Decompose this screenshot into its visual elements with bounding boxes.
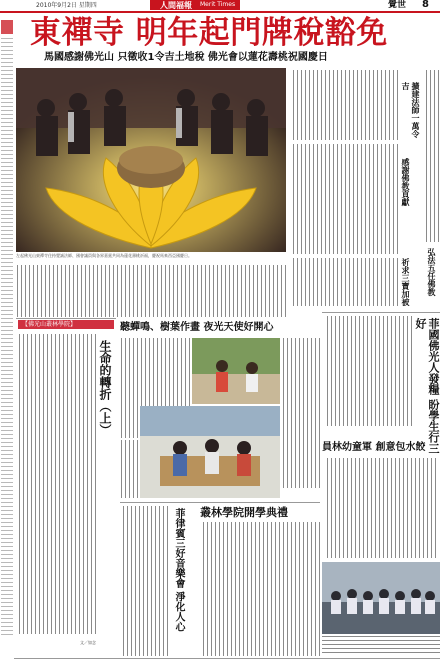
masthead-date: 2010年9月2日 星期四 — [36, 2, 97, 9]
cicada-photo-2 — [140, 406, 280, 498]
sidebar-byline: 文／如念 — [80, 640, 96, 645]
lead-photo — [16, 68, 286, 252]
college-photo-image — [322, 562, 440, 634]
cicada-headline: 聽蟬鳴、樹葉作畫 夜光天使好開心 — [120, 322, 274, 333]
yuanlin-body — [324, 458, 436, 558]
masthead-rule — [0, 11, 440, 13]
college-headline: 叢林學院開學典禮 — [200, 506, 288, 519]
lead-side-head-3: 祈求三寶加被 — [401, 258, 410, 306]
sidebar-body — [18, 334, 96, 634]
masthead-logo-cn: 人間福報 — [160, 0, 192, 10]
cicada-body-2 — [282, 338, 320, 488]
lead-body-text-2 — [290, 144, 398, 254]
masthead-logo-en: Merit Times — [200, 1, 236, 8]
sidebar-label: 【佛光山叢林學院】 — [18, 320, 114, 329]
page-number: 8 — [422, 0, 429, 10]
lead-headline: 東禪寺 明年起門牌稅豁免 — [30, 15, 388, 51]
lead-body-columns — [288, 68, 420, 308]
lower-mid-rule — [120, 502, 320, 503]
far-right-column — [422, 68, 440, 308]
lead-body-text-3 — [290, 258, 398, 306]
sidebar-title: 生命的轉折（上） — [98, 340, 112, 436]
lead-caption: 左起佛光山東禪寺住持覺誠法師、國會議員與各界嘉賓共同為蓮花壽桃祈福，慶祝馬來西亞國慶日。 — [16, 253, 192, 258]
far-right-text — [423, 70, 439, 242]
yuanlin-headline: 員林幼童軍 創意包水餃 — [322, 442, 426, 453]
lead-body-text-1 — [290, 70, 398, 140]
cicada-body-3 — [120, 440, 138, 498]
college-photo — [322, 562, 440, 634]
right-mid-rule — [322, 312, 440, 313]
philippine-sub-body — [120, 506, 168, 656]
cicada-photo-2-image — [140, 406, 280, 498]
page-bottom-rule — [14, 658, 440, 659]
lead-side-head-2: 感謝佛教貢獻 — [401, 158, 410, 206]
philippine-headline: 菲國佛光人發糧 盼學生行三好 — [414, 318, 440, 454]
masthead-section: 覺世 — [388, 0, 407, 10]
philippine-body — [324, 316, 412, 426]
lead-subhead: 馬國感謝佛光山 只徵收1令吉土地稅 佛光會以蓮花壽桃祝國慶日 — [44, 52, 328, 63]
cicada-photo-1 — [192, 338, 280, 404]
sidebar-top-rule — [16, 318, 116, 319]
college-photo-caption — [322, 636, 440, 654]
cicada-photo-1-image — [192, 338, 280, 404]
edge-strip-stamp — [1, 20, 13, 34]
edge-strip — [0, 14, 14, 663]
lead-continuation-text — [16, 265, 286, 317]
edge-strip-text — [1, 38, 13, 638]
lead-photo-image — [16, 68, 286, 252]
masthead — [0, 0, 440, 14]
far-right-head: 弘法五任佛教 — [427, 248, 436, 296]
lead-side-head-1: 擴建法師一萬令吉 — [401, 82, 420, 138]
college-body — [200, 522, 320, 656]
philippine-sub-headline: 菲律賓三好音樂會 淨化人心 — [173, 508, 184, 632]
